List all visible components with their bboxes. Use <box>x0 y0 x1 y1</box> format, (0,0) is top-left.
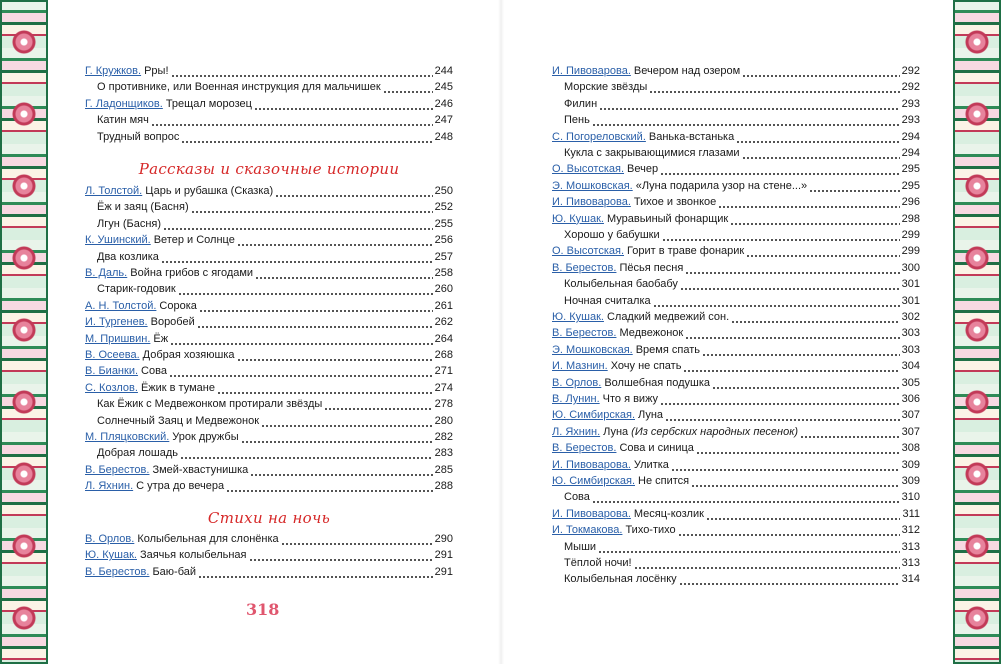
decorative-border-left <box>0 0 48 664</box>
entry-page-number: 271 <box>434 365 453 378</box>
entry-title: Колыбельная лосёнку <box>564 573 677 586</box>
toc-entry <box>552 259 920 275</box>
flower-ornament-icon <box>965 606 989 630</box>
leader-dots <box>163 220 433 231</box>
entry-page-number: 301 <box>901 278 920 291</box>
entry-page-number: 307 <box>901 425 920 438</box>
entry-author: И. Пивоварова. <box>552 65 631 77</box>
entry-title: Сова <box>564 491 590 504</box>
flower-ornament-icon <box>965 30 989 54</box>
toc-entry <box>85 461 453 477</box>
toc-entry <box>552 374 920 390</box>
entry-title: Ветер и Солнце <box>153 234 235 247</box>
flower-ornament-icon <box>965 534 989 558</box>
entry-title: Война грибов с ягодами <box>130 267 254 279</box>
leader-dots <box>254 100 433 111</box>
leader-dots <box>706 510 901 521</box>
toc-entry <box>552 226 920 242</box>
leader-dots <box>226 482 433 493</box>
toc-entry <box>552 308 920 324</box>
entry-title: Добрая лошадь <box>97 447 178 460</box>
entry-page-number: 292 <box>901 81 920 94</box>
leader-dots <box>683 362 899 373</box>
leader-dots <box>678 526 900 537</box>
toc-entry <box>85 563 453 579</box>
leader-dots <box>599 100 899 111</box>
flower-ornament-icon <box>12 30 36 54</box>
leader-dots <box>161 253 433 264</box>
toc-entry <box>552 111 920 127</box>
toc-entry <box>552 505 920 521</box>
entry-page-number: 256 <box>434 234 453 247</box>
entry-page-number: 296 <box>901 196 920 209</box>
leader-dots <box>702 346 900 357</box>
leader-dots <box>261 417 433 428</box>
entry-title: Баю-бай <box>152 565 197 578</box>
leader-dots <box>634 559 900 570</box>
entry-title: Вечер <box>627 163 659 176</box>
leader-dots <box>691 477 900 488</box>
entry-author: М. Пляцковский. <box>85 431 170 443</box>
entry-page-number: 274 <box>434 381 453 394</box>
toc-entry <box>85 362 453 378</box>
leader-dots <box>281 535 433 546</box>
entry-title: Луна <box>638 409 664 422</box>
entry-page-number: 300 <box>901 261 920 274</box>
toc-entry <box>85 264 453 280</box>
entry-title: Медвежонок <box>619 327 684 340</box>
toc-entry <box>552 160 920 176</box>
entry-title: Лгун (Басня) <box>97 217 162 230</box>
entry-page-number: 299 <box>901 245 920 258</box>
entry-title: Луна <box>603 425 629 438</box>
entry-page-number: 245 <box>434 81 453 94</box>
flower-ornament-icon <box>12 534 36 558</box>
entry-author: Ю. Кушак. <box>552 212 604 225</box>
entry-title: Улитка <box>633 458 669 471</box>
entry-page-number: 250 <box>434 185 453 197</box>
entry-page-number: 313 <box>901 540 920 553</box>
entry-author: С. Козлов. <box>85 381 138 394</box>
entry-page-number: 248 <box>434 130 453 143</box>
toc-entry <box>85 248 453 264</box>
leader-dots <box>742 67 899 78</box>
entry-page-number: 292 <box>901 65 920 77</box>
entry-page-number: 309 <box>901 475 920 487</box>
entry-page-number: 301 <box>901 294 920 307</box>
entry-author: И. Пивоварова. <box>552 507 631 520</box>
leader-dots <box>598 543 900 554</box>
entry-author: Г. Кружков. <box>85 65 142 77</box>
entry-title: Трудный вопрос <box>97 130 180 143</box>
toc-entry <box>85 412 453 428</box>
leader-dots <box>662 231 900 242</box>
toc-entry <box>85 313 453 329</box>
entry-author: Э. Мошковская. <box>552 343 633 356</box>
entry-page-number: 309 <box>901 458 920 471</box>
leader-dots <box>237 351 433 362</box>
page-number: 318 <box>246 600 280 619</box>
entry-title: Ванька-встанька <box>648 130 735 143</box>
entry-author: Л. Яхнин. <box>552 425 601 438</box>
leader-dots <box>255 269 433 280</box>
toc-entry <box>85 95 453 111</box>
toc-entry <box>85 128 453 144</box>
entry-author: С. Погореловский. <box>552 130 646 143</box>
entry-title: С утра до вечера <box>136 480 225 493</box>
entry-page-number: 312 <box>901 524 920 537</box>
entry-title: Морские звёзды <box>564 81 648 94</box>
toc-entry <box>552 390 920 406</box>
leader-dots <box>685 329 899 340</box>
entry-page-number: 299 <box>901 229 920 241</box>
leader-dots <box>197 318 433 329</box>
toc-entry <box>552 406 920 422</box>
leader-dots <box>592 493 900 504</box>
entry-title: Тёплой ночи! <box>564 557 632 569</box>
leader-dots <box>275 187 432 198</box>
toc-entry <box>85 379 453 395</box>
toc-entry <box>85 346 453 362</box>
entry-page-number: 291 <box>434 565 453 578</box>
entry-page-number: 255 <box>434 217 453 230</box>
leader-dots <box>660 395 900 406</box>
entry-title: Хорошо у бабушки <box>564 229 660 241</box>
entry-author: О. Высотская. <box>552 163 625 176</box>
entry-page-number: 302 <box>901 311 920 323</box>
entry-title: Месяц-козлик <box>633 507 704 520</box>
entry-page-number: 294 <box>901 147 920 159</box>
leader-dots <box>718 198 899 209</box>
toc-entry <box>85 395 453 411</box>
toc-entry <box>85 111 453 127</box>
entry-page-number: 306 <box>901 393 920 405</box>
section-heading-stories: Рассказы и сказочные истории <box>138 160 400 178</box>
leader-dots <box>250 466 432 477</box>
entry-author: И. Пивоварова. <box>552 458 631 471</box>
flower-ornament-icon <box>965 174 989 198</box>
entry-author: Ю. Симбирская. <box>552 475 635 487</box>
toc-entry <box>85 444 453 460</box>
toc-entry <box>85 182 453 198</box>
flower-ornament-icon <box>12 246 36 270</box>
leader-dots <box>736 133 899 144</box>
entry-author: Э. Мошковская. <box>552 179 633 192</box>
entry-author: В. Бианки. <box>85 365 139 378</box>
flower-ornament-icon <box>965 390 989 414</box>
toc-entry <box>552 275 920 291</box>
leader-dots <box>198 568 433 579</box>
entry-title: Филин <box>564 97 598 110</box>
entry-title: Заячья колыбельная <box>139 549 247 562</box>
entry-page-number: 304 <box>901 360 920 373</box>
toc-entry <box>552 62 920 78</box>
entry-title: Хочу не спать <box>610 360 682 373</box>
entry-author: М. Пришвин. <box>85 332 151 345</box>
toc-entry <box>85 297 453 313</box>
toc-entry <box>552 488 920 504</box>
entry-title: Колыбельная баобабу <box>564 278 678 291</box>
leader-dots <box>592 116 900 127</box>
toc-entry <box>552 242 920 258</box>
entry-title: Колыбельная для слонёнка <box>137 533 279 545</box>
entry-title: Солнечный Заяц и Медвежонок <box>97 414 260 427</box>
entry-title: Урок дружбы <box>172 431 239 443</box>
entry-author: В. Берестов. <box>85 463 150 476</box>
leader-dots <box>800 428 900 439</box>
entry-title: Ночная считалка <box>564 294 651 307</box>
entry-title: «Луна подарила узор на стене...» <box>635 179 808 192</box>
entry-title: Пёсья песня <box>619 261 684 274</box>
toc-entry <box>85 280 453 296</box>
entry-title: Царь и рубашка (Сказка) <box>145 185 274 197</box>
toc-entry <box>552 177 920 193</box>
leader-dots <box>665 411 900 422</box>
leader-dots <box>742 149 900 160</box>
leader-dots <box>181 133 432 144</box>
entry-author: Л. Толстой. <box>85 185 143 197</box>
entry-title: Сорока <box>159 299 197 312</box>
flower-ornament-icon <box>12 606 36 630</box>
leader-dots <box>217 384 433 395</box>
entry-title: Вечером над озером <box>633 65 741 77</box>
entry-title: Ёжик в тумане <box>140 381 215 394</box>
section-heading-night-poems: Стихи на ночь <box>207 509 331 527</box>
entry-author: О. Высотская. <box>552 245 625 258</box>
flower-ornament-icon <box>12 318 36 342</box>
flower-ornament-icon <box>12 102 36 126</box>
entry-page-number: 246 <box>434 97 453 110</box>
leader-dots <box>746 247 899 258</box>
entry-title: Сладкий медвежий сон. <box>606 311 730 323</box>
entry-title: Ёж <box>153 332 169 345</box>
flower-ornament-icon <box>12 390 36 414</box>
entry-page-number: 294 <box>901 130 920 143</box>
flower-ornament-icon <box>965 462 989 486</box>
leader-dots <box>679 575 900 586</box>
entry-page-number: 285 <box>434 463 453 476</box>
entry-author: Ю. Кушак. <box>552 311 604 323</box>
toc-entry <box>552 570 920 586</box>
entry-author: К. Ушинский. <box>85 234 151 247</box>
entry-page-number: 280 <box>434 414 453 427</box>
entry-page-number: 311 <box>902 507 920 520</box>
leader-dots <box>671 461 900 472</box>
entry-page-number: 291 <box>434 549 453 562</box>
leader-dots <box>151 116 433 127</box>
toc-entry <box>552 341 920 357</box>
toc-entry <box>85 62 453 78</box>
entry-author: Ю. Кушак. <box>85 549 137 562</box>
entry-page-number: 262 <box>434 316 453 329</box>
entry-page-number: 290 <box>434 533 453 545</box>
entry-author: В. Осеева. <box>85 349 140 361</box>
entry-title: Сова <box>141 365 167 378</box>
entry-page-number: 264 <box>434 332 453 345</box>
leader-dots <box>730 215 899 226</box>
toc-entry <box>85 215 453 231</box>
toc-entry <box>85 231 453 247</box>
toc-entry <box>552 210 920 226</box>
entry-author: И. Мазнин. <box>552 360 608 373</box>
entry-title: Сова и синица <box>619 442 694 455</box>
entry-title: Тихое и звонкое <box>633 196 717 209</box>
toc-entry <box>552 538 920 554</box>
entry-author: Л. Яхнин. <box>85 480 134 493</box>
entry-page-number: 303 <box>901 327 920 340</box>
book-gutter <box>498 0 504 664</box>
flower-ornament-icon <box>965 246 989 270</box>
leader-dots <box>171 67 433 78</box>
toc-entry <box>85 428 453 444</box>
entry-title: Горит в траве фонарик <box>627 245 745 258</box>
toc-entry <box>552 78 920 94</box>
leader-dots <box>696 444 900 455</box>
entry-page-number: 295 <box>901 179 920 192</box>
toc-entry <box>85 546 453 562</box>
entry-page-number: 244 <box>434 65 453 77</box>
toc-entry <box>552 456 920 472</box>
flower-ornament-icon <box>12 174 36 198</box>
entry-page-number: 283 <box>434 447 453 460</box>
entry-title: Добрая хозяюшка <box>142 349 235 361</box>
toc-entry <box>85 530 453 546</box>
toc-entry <box>552 193 920 209</box>
entry-page-number: 268 <box>434 349 453 361</box>
entry-title: Не спится <box>638 475 690 487</box>
entry-title: Воробей <box>150 316 195 329</box>
entry-author: В. Берестов. <box>85 565 150 578</box>
entry-author: В. Орлов. <box>85 533 135 545</box>
entry-title: Как Ёжик с Медвежонком протирали звёзды <box>97 398 323 411</box>
entry-author: В. Берестов. <box>552 261 617 274</box>
leader-dots <box>383 83 433 94</box>
leader-dots <box>237 236 433 247</box>
entry-page-number: 310 <box>901 491 920 504</box>
leader-dots <box>680 280 900 291</box>
toc-entry <box>85 477 453 493</box>
entry-author: В. Даль. <box>85 267 128 279</box>
entry-page-number: 282 <box>434 431 453 443</box>
entry-title: Змей-хвастунишка <box>152 463 249 476</box>
entry-page-number: 293 <box>901 97 920 110</box>
leader-dots <box>809 182 900 193</box>
entry-author: И. Тургенев. <box>85 316 148 329</box>
entry-author: А. Н. Толстой. <box>85 299 157 312</box>
entry-note: (Из сербских народных песенок) <box>631 425 799 438</box>
entry-title: Ёж и заяц (Басня) <box>97 201 189 214</box>
entry-title: О противнике, или Военная инструкция для мальчишек <box>97 81 381 94</box>
leader-dots <box>199 302 433 313</box>
leader-dots <box>649 83 899 94</box>
entry-author: В. Лунин. <box>552 393 600 405</box>
leader-dots <box>178 285 433 296</box>
toc-entry <box>552 324 920 340</box>
entry-title: Что я вижу <box>602 393 659 405</box>
entry-author: В. Орлов. <box>552 376 602 389</box>
leader-dots <box>324 400 432 411</box>
entry-page-number: 314 <box>901 573 920 586</box>
leader-dots <box>180 449 433 460</box>
entry-title: Старик-годовик <box>97 283 176 296</box>
entry-title: Тихо-тихо <box>625 524 676 537</box>
toc-entry <box>552 554 920 570</box>
entry-title: Кукла с закрывающимися глазами <box>564 147 740 159</box>
entry-title: Трещал морозец <box>165 97 252 110</box>
entry-page-number: 307 <box>901 409 920 422</box>
entry-page-number: 247 <box>434 114 453 127</box>
entry-page-number: 288 <box>434 480 453 493</box>
entry-title: Время спать <box>635 343 700 356</box>
leader-dots <box>170 335 433 346</box>
toc-entry <box>552 357 920 373</box>
toc-entry <box>552 472 920 488</box>
toc-entry <box>85 78 453 94</box>
entry-page-number: 278 <box>434 398 453 411</box>
leader-dots <box>191 203 433 214</box>
toc-entry <box>552 128 920 144</box>
entry-page-number: 257 <box>434 250 453 263</box>
leader-dots <box>660 165 900 176</box>
entry-page-number: 260 <box>434 283 453 296</box>
entry-title: Два козлика <box>97 250 159 263</box>
entry-page-number: 261 <box>434 299 453 312</box>
entry-title: Пень <box>564 114 590 127</box>
flower-ornament-icon <box>12 462 36 486</box>
flower-ornament-icon <box>965 318 989 342</box>
toc-entry <box>85 198 453 214</box>
toc-entry <box>552 144 920 160</box>
entry-author: И. Пивоварова. <box>552 196 631 209</box>
toc-entry <box>552 292 920 308</box>
leader-dots <box>241 433 433 444</box>
entry-author: В. Берестов. <box>552 442 617 455</box>
toc-entry <box>552 439 920 455</box>
leader-dots <box>653 297 900 308</box>
entry-page-number: 298 <box>901 212 920 225</box>
leader-dots <box>712 379 900 390</box>
leader-dots <box>685 264 899 275</box>
entry-author: Г. Ладонщиков. <box>85 97 163 110</box>
entry-title: Волшебная подушка <box>604 376 711 389</box>
entry-page-number: 303 <box>901 343 920 356</box>
leader-dots <box>731 313 899 324</box>
entry-author: Ю. Симбирская. <box>552 409 635 422</box>
toc-entry <box>552 521 920 537</box>
entry-title: Катин мяч <box>97 114 149 127</box>
leader-dots <box>169 367 433 378</box>
entry-page-number: 308 <box>901 442 920 455</box>
entry-page-number: 295 <box>901 163 920 176</box>
toc-entry <box>552 423 920 439</box>
flower-ornament-icon <box>965 102 989 126</box>
entry-title: Муравьиный фонарщик <box>606 212 729 225</box>
toc-entry <box>552 95 920 111</box>
entry-author: И. Токмакова. <box>552 524 623 537</box>
entry-page-number: 305 <box>901 376 920 389</box>
entry-title: Мыши <box>564 540 597 553</box>
entry-title: Рры! <box>144 65 169 77</box>
entry-author: В. Берестов. <box>552 327 617 340</box>
entry-page-number: 313 <box>901 557 920 569</box>
entry-page-number: 293 <box>901 114 920 127</box>
leader-dots <box>249 551 433 562</box>
decorative-border-right <box>953 0 1001 664</box>
toc-entry <box>85 330 453 346</box>
entry-page-number: 258 <box>434 267 453 279</box>
entry-page-number: 252 <box>434 201 453 214</box>
